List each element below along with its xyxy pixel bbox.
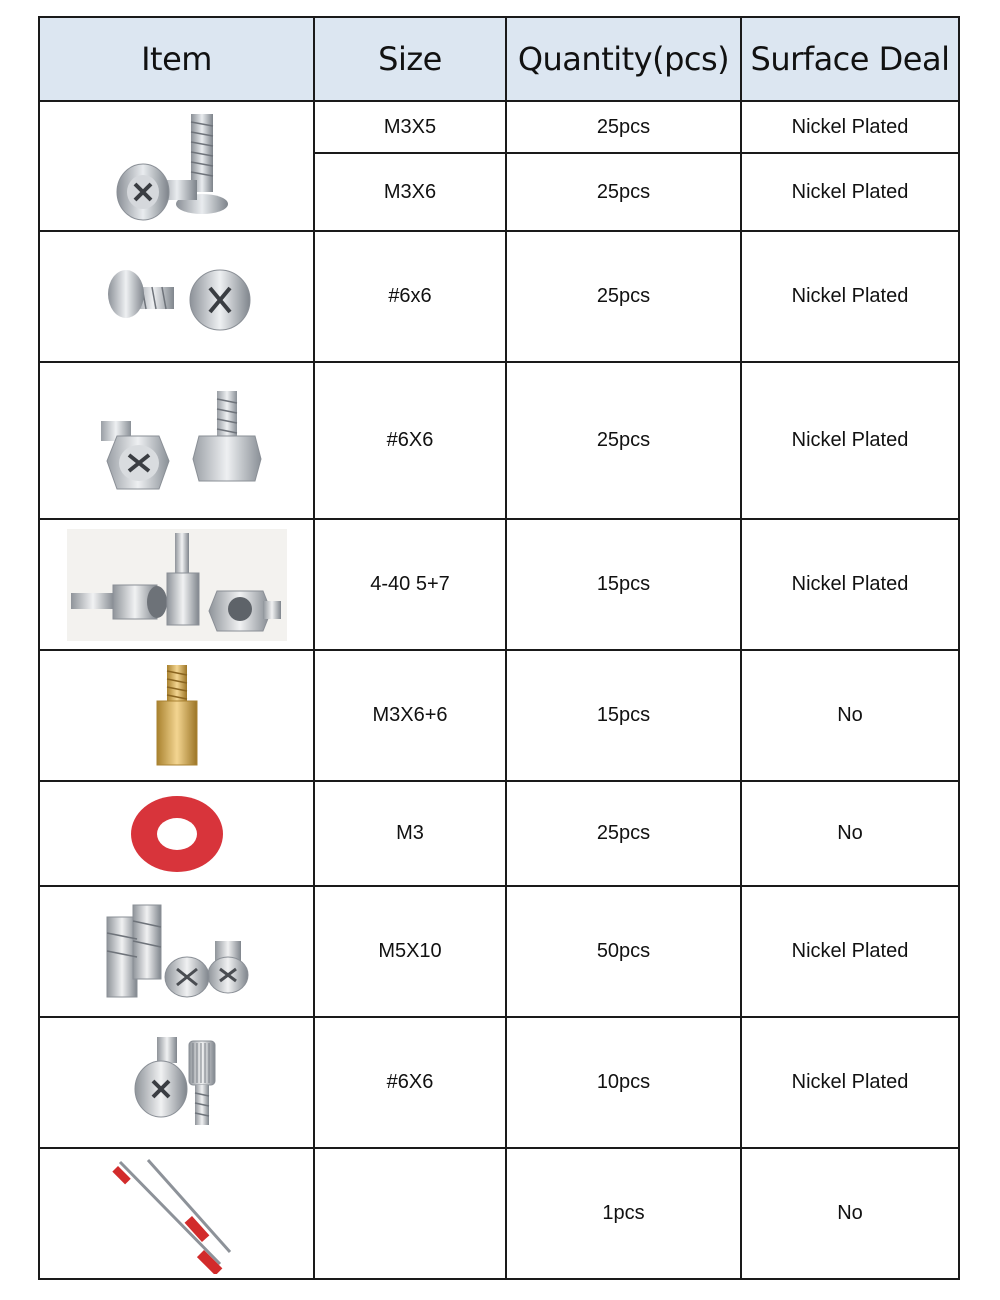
size-cell: #6X6 xyxy=(314,1017,506,1148)
quantity-cell: 25pcs xyxy=(506,101,741,153)
quantity-cell: 25pcs xyxy=(506,781,741,886)
item-image-cell xyxy=(39,101,314,231)
table-row xyxy=(39,519,959,650)
washer-head-screws-icon xyxy=(107,104,247,229)
table-row xyxy=(39,650,959,781)
item-image-cell xyxy=(39,886,314,1017)
hex-flange-screws-icon xyxy=(87,381,267,501)
header-row xyxy=(39,17,959,101)
item-image-cell xyxy=(39,519,314,650)
quantity-cell: 10pcs xyxy=(506,1017,741,1148)
table-row xyxy=(39,886,959,1017)
header-surface-deal: Surface Deal xyxy=(741,17,959,101)
quantity-cell: 15pcs xyxy=(506,650,741,781)
screwdriver-icon xyxy=(112,1154,242,1274)
surface-cell: Nickel Plated xyxy=(741,886,959,1017)
quantity-cell: 25pcs xyxy=(506,362,741,519)
spec-table xyxy=(38,16,960,1280)
table-row xyxy=(39,1017,959,1148)
brass-standoff-icon xyxy=(147,661,207,771)
size-cell: 4-40 5+7 xyxy=(314,519,506,650)
table-row xyxy=(39,1148,959,1279)
header-quantity: Quantity(pcs) xyxy=(506,17,741,101)
size-cell: M3 xyxy=(314,781,506,886)
item-image-cell xyxy=(39,1148,314,1279)
surface-cell: Nickel Plated xyxy=(741,101,959,153)
thumb-screws-icon xyxy=(127,1033,227,1133)
surface-cell: No xyxy=(741,650,959,781)
quantity-cell: 1pcs xyxy=(506,1148,741,1279)
item-image-cell xyxy=(39,1017,314,1148)
quantity-cell: 25pcs xyxy=(506,153,741,231)
quantity-cell: 50pcs xyxy=(506,886,741,1017)
item-image-cell xyxy=(39,650,314,781)
surface-cell: No xyxy=(741,781,959,886)
surface-cell: Nickel Plated xyxy=(741,362,959,519)
header-item: Item xyxy=(39,17,314,101)
surface-cell: No xyxy=(741,1148,959,1279)
surface-cell: Nickel Plated xyxy=(741,1017,959,1148)
item-image-cell xyxy=(39,231,314,362)
quantity-cell: 15pcs xyxy=(506,519,741,650)
table-row xyxy=(39,362,959,519)
fan-screws-icon xyxy=(97,897,257,1007)
surface-cell: Nickel Plated xyxy=(741,153,959,231)
size-cell: #6X6 xyxy=(314,362,506,519)
quantity-cell: 25pcs xyxy=(506,231,741,362)
size-cell: #6x6 xyxy=(314,231,506,362)
header-size: Size xyxy=(314,17,506,101)
pan-head-screws-icon xyxy=(102,252,252,342)
table-row xyxy=(39,101,959,153)
size-cell: M3X5 xyxy=(314,101,506,153)
size-cell: M3X6 xyxy=(314,153,506,231)
size-cell xyxy=(314,1148,506,1279)
hex-standoffs-icon xyxy=(67,529,287,641)
item-image-cell xyxy=(39,781,314,886)
size-cell: M5X10 xyxy=(314,886,506,1017)
red-fiber-washer-icon xyxy=(127,794,227,874)
surface-cell: Nickel Plated xyxy=(741,519,959,650)
table-row xyxy=(39,781,959,886)
item-image-cell xyxy=(39,362,314,519)
surface-cell: Nickel Plated xyxy=(741,231,959,362)
size-cell: M3X6+6 xyxy=(314,650,506,781)
table-row xyxy=(39,231,959,362)
